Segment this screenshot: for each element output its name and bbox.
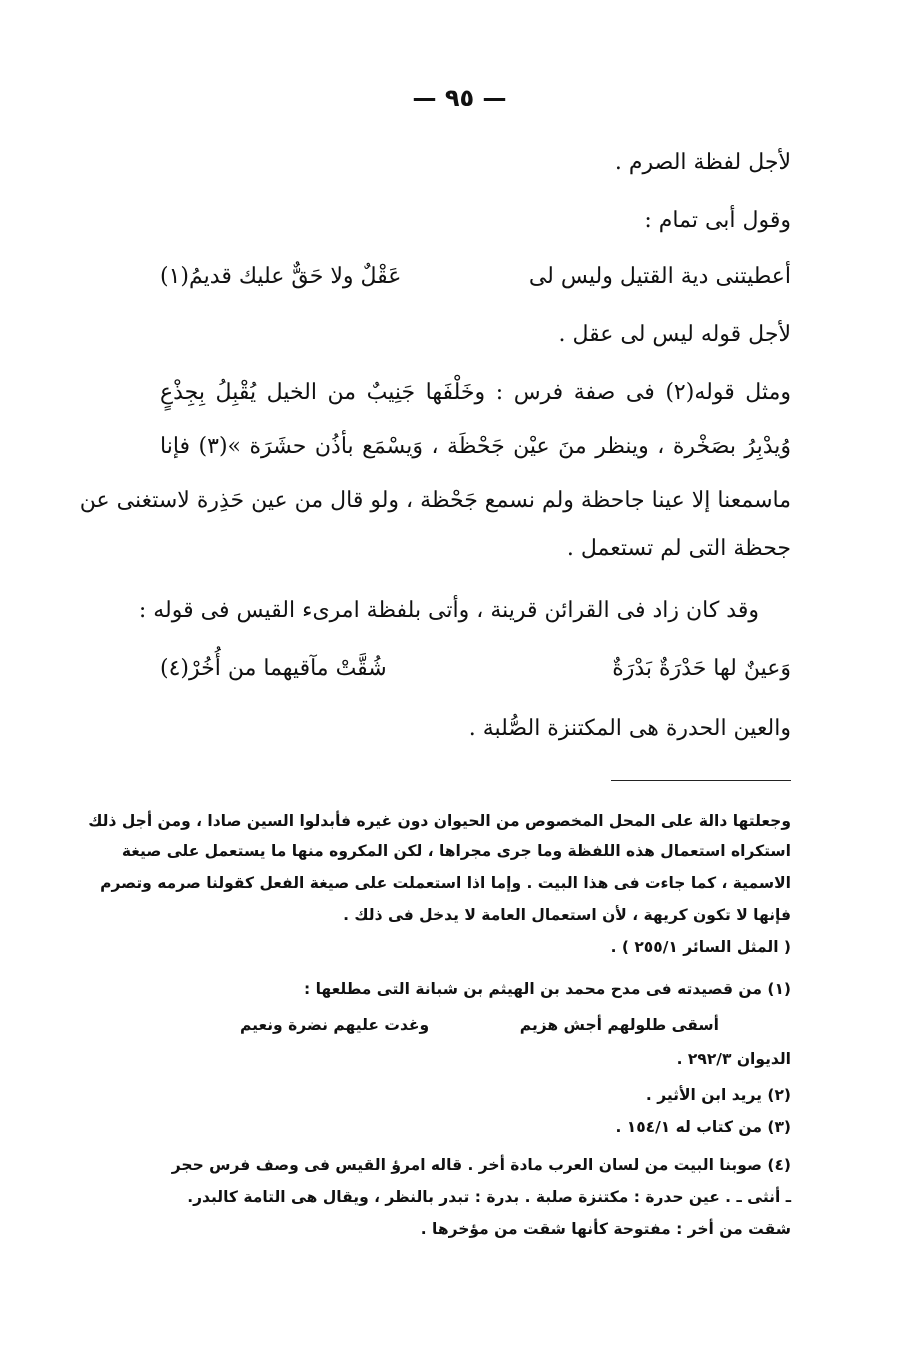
footnote-1: (١) من قصيدته فى مدح محمد بن الهيثم بن شبانة التى مطلعها : — [303, 980, 791, 998]
footnote-line: استكراه استعمال هذه اللفظة وما جرى مجراها ، لكن المكروه منها ما يستعمل على صيغة — [121, 842, 791, 860]
verse-hemistich-first: وَعينٌ لها حَدْرَةٌ بَدْرَةٌ — [612, 656, 791, 681]
footnote-line: ( المثل السائر ٢٥٥/١ ) . — [610, 938, 791, 956]
paragraph-line: وُيدْبِرُ بصَخْرة ، وينظر منَ عيْن جَحْظَة ، وَيسْمَع بأذُن حشَرَة »(٣) فإنا — [160, 434, 791, 459]
paragraph-line: وقد كان زاد فى القرائن قرينة ، وأتى بلفظة امرىء القيس فى قوله : — [138, 598, 759, 623]
paragraph-line: ماسمعنا إلا عينا جاحظة ولم نسمع جَحْظة ، ولو قال من عين حَذِرة لاستغنى عن — [79, 488, 791, 513]
verse-hemistich-second: وغدت عليهم نضرة ونعيم — [240, 1016, 430, 1034]
footnote-source: الديوان ٢٩٢/٣ . — [676, 1050, 791, 1068]
body-line: والعين الحدرة هى المكتنزة الصُّلبة . — [468, 716, 791, 741]
footnote-4: (٤) صوبنا البيت من لسان العرب مادة أخر . قاله امرؤ القيس فى وصف فرس حجر — [171, 1156, 791, 1174]
verse-hemistich-second: عَقْلٌ ولا حَقٌّ عليك قديمُ(١) — [160, 264, 402, 289]
poem-verse — [160, 656, 791, 690]
verse-hemistich-first: أعطيتنى دية القتيل وليس لى — [528, 264, 791, 289]
body-line: لأجل لفظة الصرم . — [614, 150, 791, 175]
paragraph-line: جحظة التى لم تستعمل . — [566, 536, 791, 561]
footnote-line: ـ أنثى ـ . عين حدرة : مكتنزة صلبة . بدرة : تبدر بالنظر ، ويقال هى التامة كالبدر. — [187, 1188, 791, 1206]
footnote-2: (٢) يريد ابن الأثير . — [645, 1086, 791, 1104]
verse-hemistich-first: أسقى طلولهم أجش هزيم — [519, 1016, 719, 1034]
footnote-line: وجعلتها دالة على المحل المخصوص من الحيوان دون غيره فأبدلوا السين صادا ، ومن أجل ذلك — [88, 812, 791, 830]
body-line: لأجل قوله ليس لى عقل . — [558, 322, 791, 347]
footnote-line: فإنها لا تكون كريهة ، لأن استعمال العامة لا يدخل فى ذلك . — [343, 906, 791, 924]
body-line: وقول أبى تمام : — [644, 208, 791, 233]
poem-verse — [160, 264, 791, 298]
footnote-verse — [240, 1016, 719, 1042]
footnote-line: شقت من أخر : مفتوحة كأنها شقت من مؤخرها . — [420, 1220, 791, 1238]
footnote-separator — [611, 780, 791, 781]
paragraph-line: ومثل قوله(٢) فى صفة فرس : وخَلْفَها جَنِيبٌ من الخيل يُقْبِلُ بِجِذْعٍ — [160, 380, 791, 405]
page-number: — ٩٥ — — [412, 84, 507, 112]
verse-hemistich-second: شُقَّتْ مآقيهما من أُخُرْ(٤) — [160, 656, 387, 681]
footnote-3: (٣) من كتاب له ١٥٤/١ . — [615, 1118, 791, 1136]
footnote-line: الاسمية ، كما جاءت فى هذا البيت . وإما اذا استعملت على صيغة الفعل كقولنا صرمه وتصرم — [100, 874, 791, 892]
